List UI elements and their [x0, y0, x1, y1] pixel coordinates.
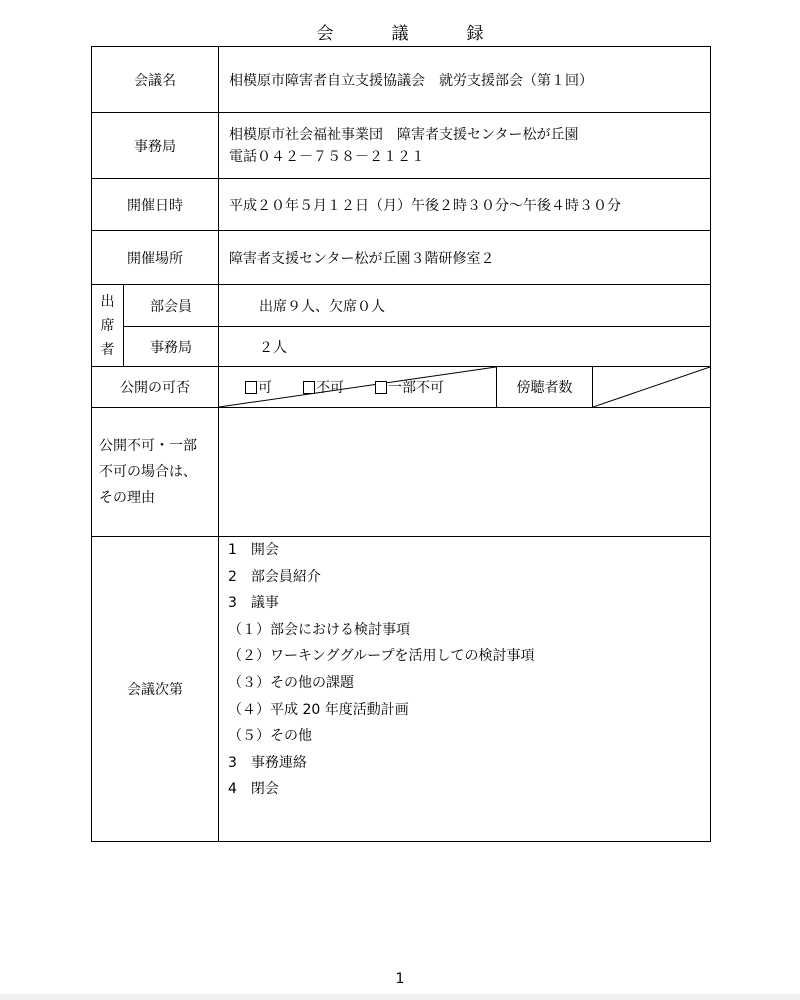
row-disclosure [92, 367, 711, 408]
option-partially-not-allowed[interactable] [375, 377, 444, 397]
agenda-item: （１）部会における検討事項 [228, 621, 410, 638]
row-agenda [92, 537, 711, 842]
row-secretariat [92, 113, 711, 179]
observers-value-cell [593, 367, 711, 408]
checkbox-icon[interactable] [375, 381, 387, 394]
reason-label [92, 408, 219, 537]
meeting-name-label: 会議名 [92, 47, 219, 113]
row-venue [92, 231, 711, 285]
attendees-side-label [92, 285, 124, 367]
attendees-char-2: 席 [100, 317, 115, 334]
title-char-1: 会 [316, 23, 334, 44]
venue-value: 障害者支援センター松が丘園３階研修室２ [219, 231, 711, 285]
date-value: 平成２０年５月１２日（月）午後２時３０分～午後４時３０分 [219, 179, 711, 231]
secretariat-phone: 電話０４２－７５８－２１２１ [229, 148, 425, 165]
observers-label: 傍聴者数 [497, 367, 593, 408]
row-reason [92, 408, 711, 537]
agenda-item: （２）ワーキンググループを活用しての検討事項 [228, 648, 535, 665]
title-char-2: 議 [391, 23, 409, 44]
reason-value [219, 408, 711, 537]
row-attendees-members [92, 285, 711, 327]
reason-label-line-1: 公開不可・一部 [99, 438, 197, 454]
agenda-item: 4 閉会 [228, 781, 279, 798]
option-allowed[interactable] [245, 377, 272, 397]
agenda-list [219, 537, 710, 803]
checkbox-icon[interactable] [303, 381, 315, 394]
observers-strike-diagonal [593, 367, 710, 407]
page-number: 1 [395, 971, 405, 987]
option-partially-not-allowed-label: 一部不可 [388, 380, 444, 396]
attendees-char-3: 者 [100, 341, 115, 358]
option-not-allowed-label: 不可 [316, 380, 344, 396]
title-char-3: 録 [466, 23, 484, 44]
disclosure-label: 公開の可否 [92, 367, 219, 408]
agenda-label: 会議次第 [92, 537, 219, 842]
secretariat-label: 事務局 [92, 113, 219, 179]
office-value: ２人 [219, 327, 711, 367]
secretariat-org: 相模原市社会福祉事業団 障害者支援センター松が丘園 [229, 126, 579, 143]
agenda-item: 3 議事 [228, 595, 279, 612]
date-label: 開催日時 [92, 179, 219, 231]
page-bottom-band [0, 994, 800, 1000]
members-value: 出席９人、欠席０人 [219, 285, 711, 327]
document-title [0, 18, 800, 44]
agenda-item: 2 部会員紹介 [228, 568, 321, 585]
secretariat-value [219, 113, 711, 179]
agenda-item: （５）その他 [228, 728, 312, 745]
agenda-item: （４）平成 20 年度活動計画 [228, 701, 409, 718]
checkbox-icon[interactable] [245, 381, 257, 394]
members-label: 部会員 [124, 285, 219, 327]
option-not-allowed[interactable] [303, 377, 344, 397]
reason-label-line-2: 不可の場合は、 [99, 464, 197, 480]
agenda-item: 1 開会 [228, 542, 279, 558]
agenda-cell [219, 537, 711, 842]
row-meeting-name [92, 47, 711, 113]
row-attendees-office [92, 327, 711, 367]
row-date [92, 179, 711, 231]
venue-label: 開催場所 [92, 231, 219, 285]
agenda-item: 3 事務連絡 [228, 754, 307, 771]
meeting-name-value: 相模原市障害者自立支援協議会 就労支援部会（第１回） [219, 47, 711, 113]
agenda-item: （３）その他の課題 [228, 674, 354, 691]
office-label: 事務局 [124, 327, 219, 367]
reason-label-line-3: その理由 [99, 490, 155, 506]
minutes-table [91, 46, 711, 842]
disclosure-options-cell [219, 367, 497, 408]
option-allowed-label: 可 [258, 380, 272, 396]
attendees-char-1: 出 [100, 293, 115, 310]
